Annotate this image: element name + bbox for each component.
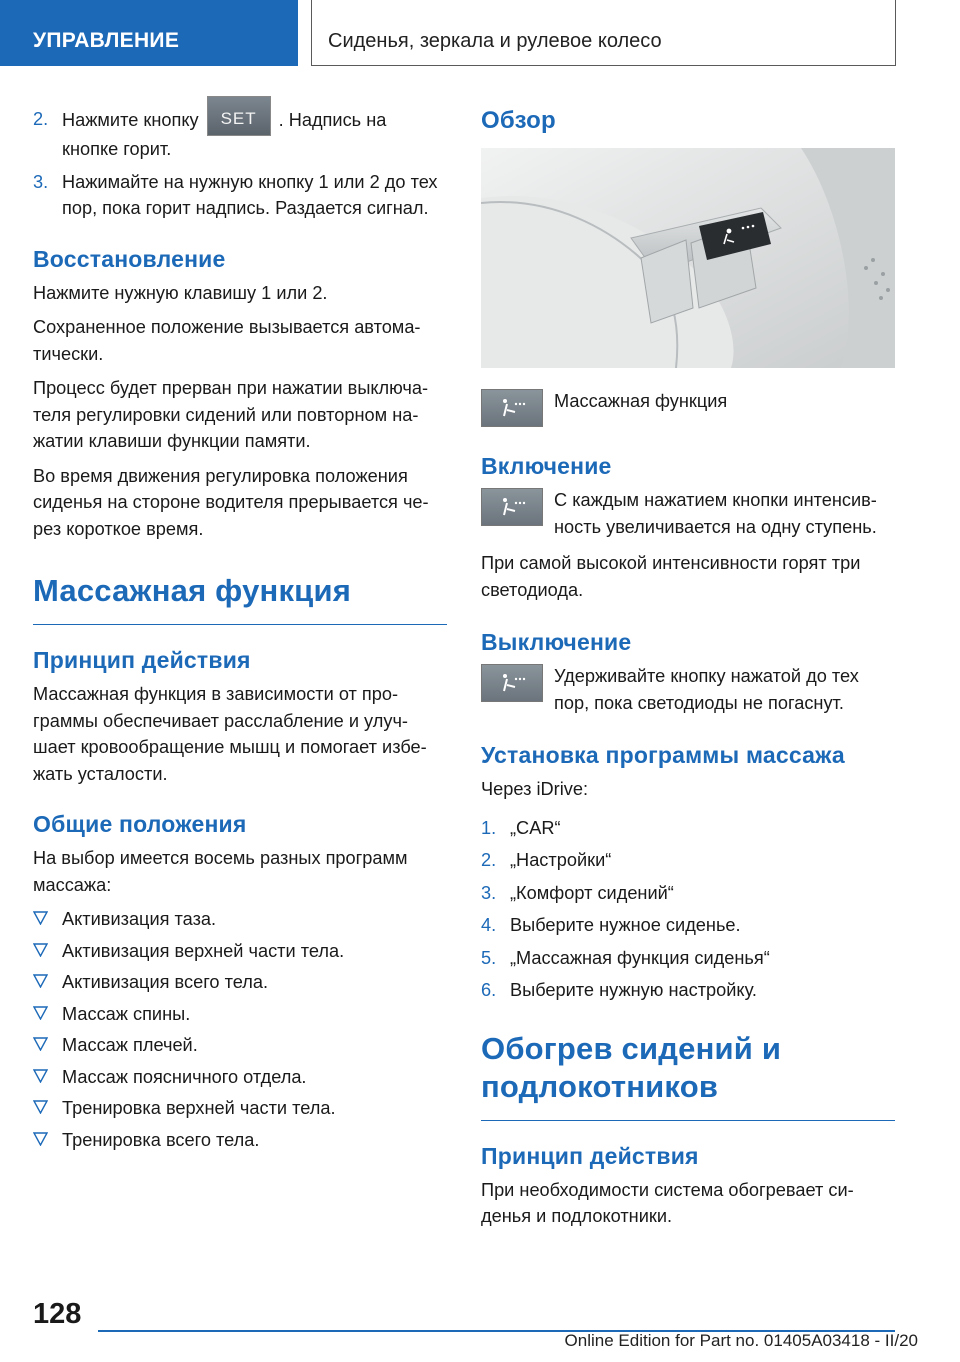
edition-note: Online Edition for Part no. 01405A03418 - II/20 bbox=[564, 1331, 918, 1350]
switch-on-row bbox=[481, 487, 895, 540]
program-label: Массаж поясничного отдела. bbox=[62, 1066, 307, 1087]
program-heading: Установка программы массажа bbox=[481, 742, 845, 768]
program-intro: Через iDrive: bbox=[481, 779, 588, 799]
triangle-bullet-icon bbox=[33, 1069, 48, 1083]
step-text-before: Нажмите кнопку bbox=[62, 109, 199, 130]
door-panel-illustration bbox=[481, 148, 895, 368]
restore-paragraph-3: Процесс будет прерван при нажатии выключа-теля регулировки сидений или повторном на-жатии клавиши функции памяти. bbox=[33, 378, 429, 451]
step-number: 3. bbox=[481, 882, 497, 903]
list-item bbox=[481, 945, 895, 972]
switch-on-note: При самой высокой интенсивности горят три светодиода. bbox=[481, 553, 861, 600]
list-item bbox=[33, 906, 447, 933]
triangle-bullet-icon bbox=[33, 1100, 48, 1114]
principle-heading: Принцип действия bbox=[33, 647, 251, 673]
step-number: 6. bbox=[481, 980, 497, 1000]
memory-steps bbox=[33, 106, 447, 222]
list-item bbox=[33, 938, 447, 965]
list-item bbox=[33, 1095, 447, 1122]
program-label: Тренировка всего тела. bbox=[62, 1129, 260, 1150]
switch-on-text: С каждым нажатием кнопки интенсив-ность увеличивается на одну ступень. bbox=[554, 490, 877, 537]
program-label: Массаж спины. bbox=[62, 1003, 191, 1024]
restore-heading: Восстановление bbox=[33, 245, 226, 272]
list-item bbox=[33, 1001, 447, 1028]
program-list bbox=[33, 906, 447, 1153]
step-text: „Настройки“ bbox=[510, 850, 612, 870]
section-tab: УПРАВЛЕНИЕ bbox=[0, 0, 298, 66]
list-item bbox=[481, 912, 895, 939]
switch-off-row bbox=[481, 663, 895, 716]
step-2 bbox=[33, 106, 447, 163]
step-text-after: . Надпись на кнопке горит. bbox=[62, 109, 387, 159]
step-text: Нажимайте на нужную кнопку 1 или 2 до тех пор, пока горит надпись. Раздается сигнал. bbox=[62, 171, 438, 218]
triangle-bullet-icon bbox=[33, 911, 48, 925]
massage-seat-icon bbox=[481, 664, 543, 702]
program-label: Активизация таза. bbox=[62, 909, 217, 929]
overview-caption-row bbox=[481, 388, 895, 427]
list-item bbox=[481, 815, 895, 842]
seat-heating-heading: Обогрев сидений и подлокотников bbox=[481, 1030, 895, 1121]
step-text: „CAR“ bbox=[510, 817, 561, 838]
heating-principle-heading: Принцип действия bbox=[481, 1142, 699, 1169]
page-header bbox=[0, 0, 960, 66]
program-steps bbox=[481, 815, 895, 1004]
step-number: 2. bbox=[481, 850, 497, 870]
step-3 bbox=[33, 169, 447, 222]
program-label: Активизация всего тела. bbox=[62, 972, 269, 992]
restore-paragraph-4: Во время движения регулировка положения сиденья на стороне водителя прерывается че-рез короткое время. bbox=[33, 465, 429, 539]
step-text: „Комфорт сидений“ bbox=[510, 882, 674, 903]
chapter-title: Сиденья, зеркала и рулевое колесо bbox=[311, 0, 896, 66]
switch-off-text: Удерживайте кнопку нажатой до тех пор, пока светодиоды не погаснут. bbox=[554, 666, 859, 713]
switch-on-heading: Включение bbox=[481, 453, 612, 479]
step-number: 3. bbox=[33, 171, 49, 192]
step-text: Выберите нужную настройку. bbox=[510, 980, 757, 1000]
triangle-bullet-icon bbox=[33, 943, 48, 957]
massage-function-heading: Массажная функция bbox=[33, 572, 447, 625]
restore-paragraph-2: Сохраненное положение вызывается автома-тически. bbox=[33, 317, 421, 364]
list-item bbox=[33, 1064, 447, 1091]
step-text: „Массажная функция сиденья“ bbox=[510, 947, 770, 968]
step-text: Выберите нужное сиденье. bbox=[510, 915, 741, 935]
triangle-bullet-icon bbox=[33, 1037, 48, 1051]
program-label: Активизация верхней части тела. bbox=[62, 940, 345, 961]
step-number: 2. bbox=[33, 109, 49, 129]
right-column bbox=[481, 106, 895, 1238]
left-column bbox=[33, 106, 447, 1158]
triangle-bullet-icon bbox=[33, 1006, 48, 1020]
overview-heading: Обзор bbox=[481, 107, 556, 134]
list-item bbox=[481, 880, 895, 907]
massage-seat-icon bbox=[481, 488, 543, 526]
triangle-bullet-icon bbox=[33, 974, 48, 988]
seat-panel-photo bbox=[481, 148, 895, 368]
program-label: Тренировка верхней части тела. bbox=[62, 1098, 336, 1118]
overview-caption: Массажная функция bbox=[554, 391, 728, 411]
switch-off-heading: Выключение bbox=[481, 629, 632, 655]
set-button-icon bbox=[207, 96, 271, 136]
principle-text: Массажная функция в зависимости от про-граммы обеспечивает расслабление и улуч-шает кровообращение мышц и помогает избе-жать усталости. bbox=[33, 684, 427, 784]
restore-paragraph-1: Нажмите нужную клавишу 1 или 2. bbox=[33, 282, 328, 303]
program-label: Массаж плечей. bbox=[62, 1035, 198, 1055]
general-heading: Общие положения bbox=[33, 811, 247, 837]
triangle-bullet-icon bbox=[33, 1132, 48, 1146]
step-number: 5. bbox=[481, 947, 497, 968]
step-number: 1. bbox=[481, 817, 497, 838]
list-item bbox=[33, 1127, 447, 1154]
general-text: На выбор имеется восемь разных программ массажа: bbox=[33, 848, 408, 895]
page-number: 128 bbox=[33, 1298, 82, 1330]
list-item bbox=[481, 847, 895, 874]
list-item bbox=[481, 977, 895, 1004]
massage-seat-icon bbox=[481, 389, 543, 427]
heating-principle-text: При необходимости система обогревает си-денья и подлокотники. bbox=[481, 1179, 854, 1226]
step-number: 4. bbox=[481, 915, 497, 935]
list-item bbox=[33, 969, 447, 996]
set-button-label: SET bbox=[220, 109, 257, 128]
list-item bbox=[33, 1032, 447, 1059]
